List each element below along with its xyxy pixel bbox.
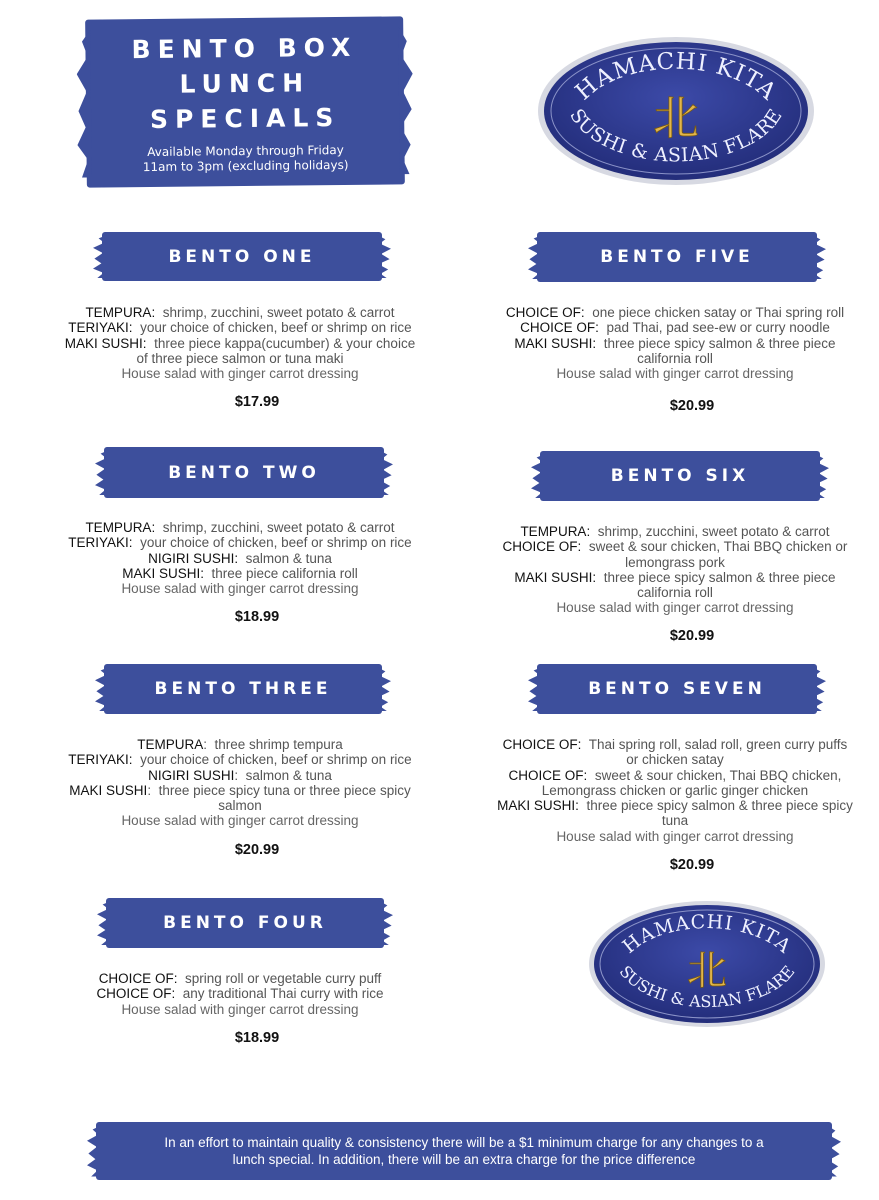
item-label: MAKI SUSHI [69, 782, 148, 798]
item-text: : three piece spicy tuna or three piece spicy [147, 782, 411, 798]
header-banner [85, 16, 405, 187]
item-label: CHOICE OF: [520, 320, 599, 336]
item-label: CHOICE OF: [502, 539, 582, 555]
item-text: House salad with ginger carrot dressing [556, 828, 794, 844]
bento-six-price: $20.99 [669, 628, 715, 644]
item-label: TEMPURA [137, 737, 204, 752]
item-text: sweet & sour chicken, Thai BBQ chicken or [581, 539, 848, 555]
availability-hours: 11am to 3pm (excluding holidays) [142, 157, 349, 174]
bento-three-price: $20.99 [234, 842, 280, 858]
bento-one-title: BENTO ONE [168, 246, 316, 267]
bento-four-banner [106, 898, 384, 948]
item-text: spring roll or vegetable curry puff [177, 971, 382, 986]
item-text: salmon & tuna [238, 550, 332, 566]
item-text: your choice of chicken, beef or shrimp on rice [132, 752, 412, 768]
footer-line-1: In an effort to maintain quality & consistency there will be a $1 minimum charge for any changes to a [164, 1135, 764, 1150]
item-text: House salad with ginger carrot dressing [121, 366, 359, 382]
item-label: TEMPURA: [520, 524, 591, 539]
logo-top-text: HAMACHI KITA [618, 910, 796, 959]
bento-one-banner [102, 232, 382, 281]
logo-bottom-text: SUSHI & ASIAN FLARE [615, 961, 799, 1012]
bento-four-items [20, 971, 460, 1017]
item-text: three piece california roll [203, 565, 358, 581]
item-text: your choice of chicken, beef or shrimp on rice [132, 320, 412, 336]
bento-seven-title: BENTO SEVEN [588, 679, 766, 699]
item-label: CHOICE OF: [505, 305, 585, 320]
bento-seven-banner [537, 664, 817, 714]
item-text: Lemongrass chicken or garlic ginger chicken [541, 782, 809, 798]
header-title-line-2: LUNCH [179, 67, 311, 99]
item-text: of three piece salmon or tuna maki [136, 350, 344, 366]
bento-six-title: BENTO SIX [610, 466, 750, 486]
bento-three-banner [104, 664, 382, 714]
bento-five-banner [537, 232, 817, 282]
item-text: california roll [637, 585, 713, 601]
bento-two-banner [104, 447, 384, 498]
item-text: or chicken satay [626, 752, 724, 768]
item-label: NIGIRI SUSHI [148, 767, 235, 783]
item-text: lemongrass pork [625, 554, 725, 570]
bento-one-price: $17.99 [234, 394, 280, 410]
footer-banner [96, 1122, 832, 1180]
bento-seven-items [455, 737, 879, 844]
bento-three-items [20, 737, 460, 829]
item-text: your choice of chicken, beef or shrimp on rice [132, 535, 412, 551]
item-text: one piece chicken satay or Thai spring roll [584, 305, 845, 320]
item-text: salmon [218, 798, 262, 814]
item-text: three piece spicy salmon & three piece [596, 569, 836, 585]
item-text: sweet & sour chicken, Thai BBQ chicken, [587, 767, 842, 783]
logo-glyph: 北 [653, 91, 699, 145]
item-text: tuna [661, 813, 689, 829]
bento-five-price: $20.99 [669, 398, 715, 414]
item-label: TERIYAKI: [68, 320, 133, 336]
availability-days: Available Monday through Friday [147, 142, 344, 159]
bento-one-items [20, 305, 460, 381]
bento-two-price: $18.99 [234, 609, 280, 625]
item-label: TERIYAKI: [68, 752, 133, 768]
item-text: Thai spring roll, salad roll, green curry puffs [581, 737, 848, 752]
bento-five-items [455, 305, 879, 381]
header-title-line-3: SPECIALS [149, 102, 341, 134]
item-text: three piece spicy salmon & three piece [596, 335, 836, 351]
item-label: MAKI SUSHI: [497, 798, 579, 814]
header-title-line-1: BENTO BOX [131, 32, 358, 64]
bento-two-items [20, 520, 460, 596]
item-label: TERIYAKI: [68, 535, 133, 551]
logo-bottom [588, 900, 826, 1028]
item-text: any traditional Thai curry with rice [175, 986, 384, 1002]
item-text: : salmon & tuna [234, 767, 332, 783]
item-text: House salad with ginger carrot dressing [121, 1001, 359, 1017]
bento-four-title: BENTO FOUR [163, 913, 327, 933]
item-label: CHOICE OF: [96, 986, 176, 1002]
logo-bottom-text: SUSHI & ASIAN FLARE [565, 104, 787, 167]
item-label: MAKI SUSHI: [514, 569, 597, 585]
bento-six-items [455, 524, 879, 616]
logo-top [537, 36, 815, 186]
bento-two-title: BENTO TWO [168, 462, 320, 483]
item-text: House salad with ginger carrot dressing [556, 366, 794, 382]
logo-top-text: HAMACHI KITA [570, 48, 782, 106]
item-label: CHOICE OF: [98, 971, 178, 986]
item-label: TEMPURA: [85, 520, 156, 535]
item-text: House salad with ginger carrot dressing [121, 813, 359, 829]
item-text: three piece kappa(cucumber) & your choice [146, 335, 416, 351]
item-label: CHOICE OF: [508, 767, 588, 783]
bento-five-title: BENTO FIVE [600, 247, 754, 267]
item-label: MAKI SUSHI: [122, 565, 204, 581]
item-label: CHOICE OF: [502, 737, 582, 752]
item-label: MAKI SUSHI: [514, 335, 597, 351]
item-label: TEMPURA: [85, 305, 156, 320]
bento-seven-price: $20.99 [669, 857, 715, 873]
item-text: three piece spicy salmon & three piece spicy [578, 798, 853, 814]
item-label: NIGIRI SUSHI: [148, 550, 239, 566]
item-text: pad Thai, pad see-ew or curry noodle [598, 320, 830, 336]
item-text: shrimp, zucchini, sweet potato & carrot [155, 520, 395, 535]
item-text: House salad with ginger carrot dressing [121, 581, 359, 597]
item-text: shrimp, zucchini, sweet potato & carrot [155, 305, 395, 320]
bento-six-banner [540, 451, 820, 501]
footer-line-2: lunch special. In addition, there will be an extra charge for the price difference [232, 1152, 696, 1167]
logo-glyph: 北 [687, 948, 727, 994]
bento-four-price: $18.99 [234, 1030, 280, 1046]
bento-three-title: BENTO THREE [154, 679, 332, 699]
item-label: MAKI SUSHI: [64, 335, 147, 351]
item-text: House salad with ginger carrot dressing [556, 600, 794, 616]
item-text: : three shrimp tempura [203, 737, 343, 752]
item-text: california roll [637, 350, 713, 366]
item-text: shrimp, zucchini, sweet potato & carrot [590, 524, 830, 539]
